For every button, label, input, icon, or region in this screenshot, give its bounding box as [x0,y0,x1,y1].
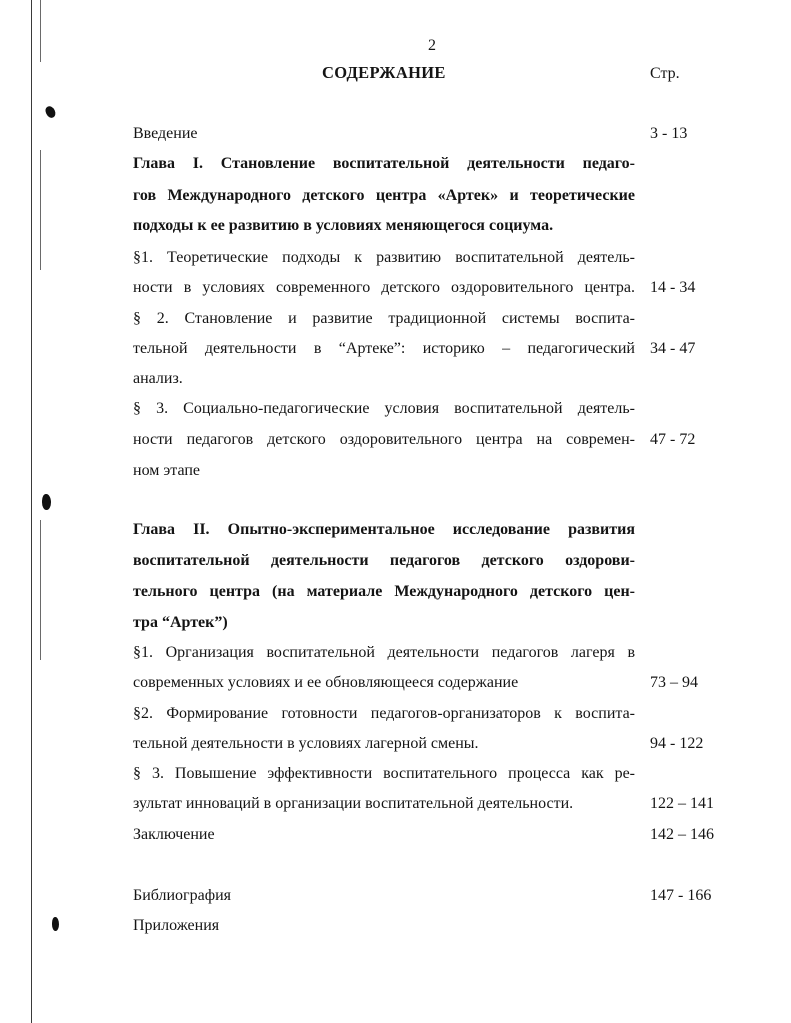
section-1-3-line: ном этапе [133,462,200,479]
section-1-3-line: § 3. Социально-педагогические условия воспитательной деятель- [133,400,635,417]
section-1-2-line: § 2. Становление и развитие традиционной системы воспита- [133,310,635,327]
section-2-1-pages: 73 – 94 [650,674,698,691]
toc-appendices-label: Приложения [133,917,220,934]
chapter-1-title-line: Глава I. Становление воспитательной деятельности педаго- [133,155,635,172]
chapter-1-title-line: гов Международного детского центра «Артек» и теоретические [133,187,635,204]
scan-edge-dash [40,0,41,62]
section-1-2-pages: 34 - 47 [650,340,696,357]
toc-bibliography-pages: 147 - 166 [650,887,712,904]
binding-hole-mark [44,105,57,120]
section-1-3-line: ности педагогов детского оздоровительного центра на современ- [133,431,635,448]
toc-intro-label: Введение [133,125,198,142]
section-2-2-line: §2. Формирование готовности педагогов-организаторов к воспита- [133,705,635,722]
toc-conclusion-label: Заключение [133,826,215,843]
section-2-2-line: тельной деятельности в условиях лагерной смены. [133,735,479,752]
toc-intro-pages: 3 - 13 [650,125,688,142]
toc-bibliography-label: Библиография [133,887,231,904]
section-2-1-line: современных условиях и ее обновляющееся содержание [133,674,519,691]
section-2-1-line: §1. Организация воспитательной деятельности педагогов лагеря в [133,644,635,661]
section-2-2-pages: 94 - 122 [650,735,704,752]
toc-conclusion-pages: 142 – 146 [650,826,714,843]
page-number: 2 [428,37,436,54]
binding-hole-mark [42,494,51,510]
chapter-2-title-line: воспитательной деятельности педагогов детского оздорови- [133,552,635,569]
section-1-1-line: §1. Теоретические подходы к развитию воспитательной деятель- [133,249,635,266]
section-1-1-pages: 14 - 34 [650,279,696,296]
scan-edge-dash [40,520,41,660]
toc-heading: СОДЕРЖАНИЕ [322,63,446,82]
section-2-3-line: § 3. Повышение эффективности воспитательного процесса как ре- [133,765,635,782]
chapter-2-title-line: тельного центра (на материале Международного детского цен- [133,583,635,600]
binding-hole-mark [52,917,59,931]
chapter-2-title-line: Глава II. Опытно-экспериментальное исследование развития [133,521,635,538]
chapter-1-title-line: подходы к ее развитию в условиях меняющегося социума. [133,217,554,234]
scan-edge-line [31,0,32,1023]
section-1-1-line: ности в условиях современного детского оздоровительного центра. [133,279,635,296]
section-1-2-line: тельной деятельности в “Артеке”: историко – педагогический [133,340,635,357]
scan-edge-dash [40,150,41,270]
page-column-label: Стр. [650,65,680,82]
section-2-3-line: зультат инноваций в организации воспитательной деятельности. [133,795,574,812]
section-2-3-pages: 122 – 141 [650,795,714,812]
chapter-2-title-line: тра “Артек”) [133,614,228,631]
section-1-3-pages: 47 - 72 [650,431,696,448]
section-1-2-line: анализ. [133,370,183,387]
